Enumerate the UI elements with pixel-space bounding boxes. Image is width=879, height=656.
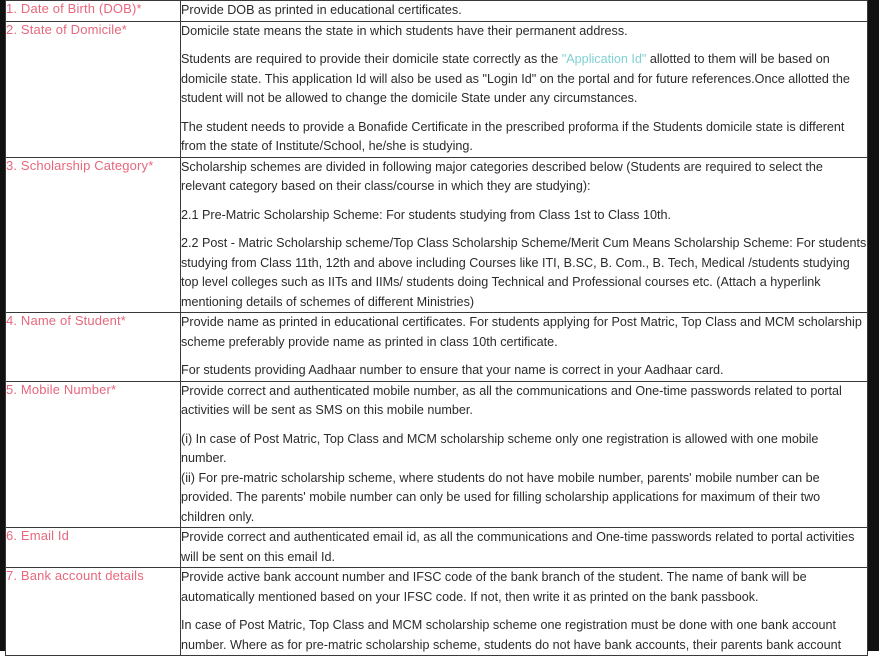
description-paragraph: Provide name as printed in educational certificates. For students applying for Post Matric, Top Class and MCM scholarship scheme preferably provide name as printed in class 10th certificate. xyxy=(181,315,862,349)
table-row xyxy=(6,21,868,157)
field-label-cell xyxy=(6,528,181,568)
field-label-cell xyxy=(6,21,181,157)
field-label-cell xyxy=(6,313,181,382)
description-paragraph: Provide correct and authenticated mobile number, as all the communications and One-time passwords related to portal activities will be sent as SMS on this mobile number. xyxy=(181,383,842,417)
description-paragraph: In case of Post Matric, Top Class and MCM scholarship scheme one registration must be done with one bank account number. Where as for pre-matric scholarship scheme, students do not have bank accounts, their parents bank account xyxy=(181,618,842,652)
field-description-cell xyxy=(181,568,868,656)
description-paragraph: Domicile state means the state in which students have their permanent address. xyxy=(181,23,628,38)
field-label: 1. Date of Birth (DOB)* xyxy=(6,1,142,16)
field-description-cell xyxy=(181,381,868,528)
table-row xyxy=(6,157,868,313)
field-description-cell xyxy=(181,1,868,22)
instructions-table-body xyxy=(6,1,868,656)
field-description-cell xyxy=(181,21,868,157)
description-paragraph: Provide active bank account number and IFSC code of the bank branch of the student. The name of bank will be automatically mentioned based on your IFSC code. If not, then write it as printed on the bank passbook. xyxy=(181,570,807,604)
field-description-cell xyxy=(181,313,868,382)
field-label-cell xyxy=(6,381,181,528)
field-label-cell xyxy=(6,157,181,313)
description-paragraph: Scholarship schemes are divided in following major categories described below (Students are required to select the relevant category based on their class/course in which they are studying): xyxy=(181,159,823,193)
field-label: 5. Mobile Number* xyxy=(6,381,117,397)
paragraph-text-post: allotted to them will be based on domicile state. This application Id will also be used as "Login Id" on the portal and for future references.Once allotted the student will not be allowed to change the domicile State under any circumstances. xyxy=(181,52,850,105)
description-paragraph-with-highlight xyxy=(181,50,867,109)
paragraph-text-pre: Students are required to provide their domicile state correctly as the xyxy=(181,52,562,66)
field-label: 3. Scholarship Category* xyxy=(6,157,154,173)
table-row xyxy=(6,528,868,568)
field-label-cell xyxy=(6,568,181,656)
field-description-cell xyxy=(181,528,868,568)
description-paragraph: Provide correct and authenticated email id, as all the communications and One-time passwords related to portal activities will be sent on this email Id. xyxy=(181,530,855,564)
description-paragraph: The student needs to provide a Bonafide Certificate in the prescribed proforma if the Students domicile state is different from the state of Institute/School, he/she is studying. xyxy=(181,119,845,153)
field-label: 4. Name of Student* xyxy=(6,313,126,328)
description-paragraph: Provide DOB as printed in educational certificates. xyxy=(181,3,462,17)
table-row xyxy=(6,568,868,656)
description-paragraph: 2.1 Pre-Matric Scholarship Scheme: For students studying from Class 1st to Class 10th. xyxy=(181,207,671,222)
field-label: 6. Email Id xyxy=(6,528,70,543)
field-label-cell xyxy=(6,1,181,22)
description-paragraph: (i) In case of Post Matric, Top Class and MCM scholarship scheme only one registration is allowed with one mobile number. xyxy=(181,431,819,465)
application-id-highlight: "Application Id" xyxy=(561,52,647,66)
table-row xyxy=(6,381,868,528)
description-paragraph: 2.2 Post - Matric Scholarship scheme/Top Class Scholarship Scheme/Merit Cum Means Scholarship Scheme: For students studying from Class 11th, 12th and above including Courses like ITI, B.SC, B. Com., B. Tech, Medical /students studying top level colleges such as IITs and IIMs/ students doing Technical and Professional courses etc. (Attach a hyperlink mentioning details of schemes of different Ministries) xyxy=(181,236,867,309)
table-row xyxy=(6,313,868,382)
field-description-cell xyxy=(181,157,868,313)
description-paragraph: For students providing Aadhaar number to ensure that your name is correct in your Aadhaar card. xyxy=(181,363,724,377)
field-label: 2. State of Domicile* xyxy=(6,21,127,37)
instructions-table xyxy=(5,0,868,656)
table-row xyxy=(6,1,868,22)
description-paragraph: (ii) For pre-matric scholarship scheme, where students do not have mobile number, parents' mobile number can be provided. The parents' mobile number can only be used for filling scholarship applications for maximum of their two children only. xyxy=(181,470,821,524)
field-label: 7. Bank account details xyxy=(6,568,144,583)
